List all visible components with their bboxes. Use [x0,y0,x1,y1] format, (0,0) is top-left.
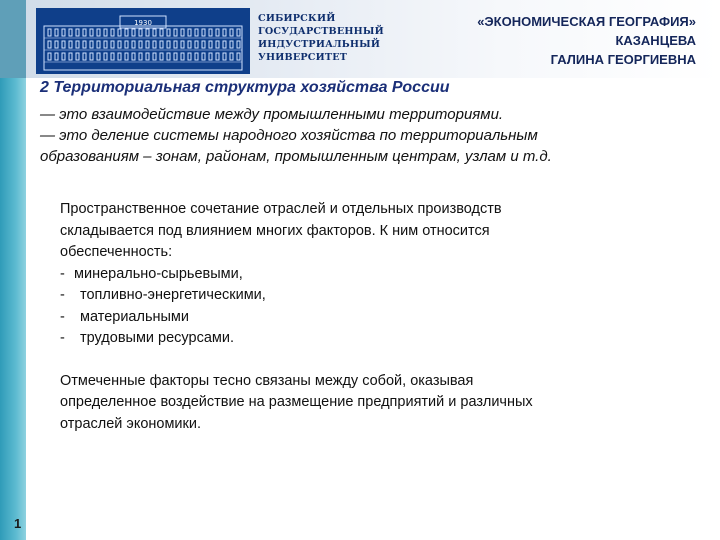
slide-number: 1 [14,516,22,531]
factors-list [60,264,660,350]
definitions [40,104,700,167]
paragraph-line: отраслей экономики. [60,415,201,432]
university-name-line: СИБИРСКИЙ [258,13,336,24]
university-name [258,12,408,64]
list-item [60,264,660,286]
definition-line: — это взаимодействие между промышленными территориями. [40,106,504,123]
logo-year: 1930 [134,19,152,27]
list-item [60,328,660,350]
paragraph-line: Отмеченные факторы тесно связаны между собой, оказывая [60,372,474,389]
definition-line: — это деление системы народного хозяйства по территориальным [40,127,538,144]
definition-line: образованиям – зонам, районам, промышленным центрам, узлам и т.д. [40,148,552,165]
slide-body [60,199,660,435]
list-item [60,307,660,329]
university-name-line: ИНДУСТРИАЛЬНЫЙ [258,39,381,50]
paragraph-line: определенное воздействие на размещение предприятий и различных [60,394,533,410]
list-item-text: трудовыми ресурсами. [80,330,234,346]
list-item-text: топливно-энергетическими, [80,287,266,303]
list-item-text: материальными [80,308,189,325]
slide-title: 2 Территориальная структура хозяйства России [40,79,450,96]
university-name-line: УНИВЕРСИТЕТ [258,52,348,63]
paragraph-line: складывается под влиянием многих факторов. К ним относится [60,222,490,239]
course-info [477,12,696,69]
author-surname: КАЗАНЦЕВА [615,33,696,48]
dash-bullet: - [60,330,65,346]
course-title: «ЭКОНОМИЧЕСКАЯ ГЕОГРАФИЯ» [477,14,696,29]
list-item [60,285,660,307]
left-accent-bar [0,0,26,540]
paragraph-line: Пространственное сочетание отраслей и отдельных производств [60,201,502,217]
paragraph-line: обеспеченность: [60,244,173,260]
left-accent-cap [0,0,26,78]
university-logo-building [36,8,250,74]
building-facade-icon [36,8,250,74]
dash-bullet: - [60,308,65,325]
author-name: ГАЛИНА ГЕОРГИЕВНА [550,52,696,67]
list-item-text: минерально-сырьевыми, [74,265,243,282]
dash-bullet: - [60,287,65,303]
dash-bullet: - [60,265,65,282]
university-name-line: ГОСУДАРСТВЕННЫЙ [258,26,384,37]
paragraph-gap [60,350,660,371]
